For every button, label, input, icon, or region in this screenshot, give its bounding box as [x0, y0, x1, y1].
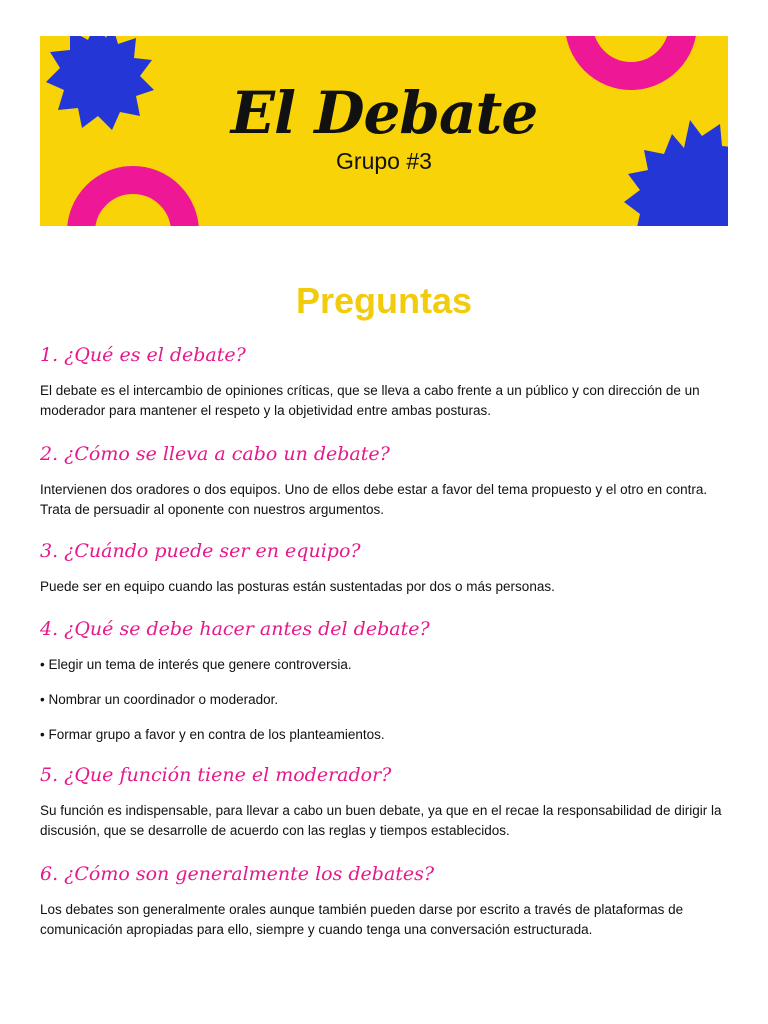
question-heading: 1. ¿Qué es el debate?: [40, 344, 246, 366]
header-banner: [40, 36, 728, 226]
qa-item-4: [40, 618, 730, 760]
answer-text: El debate es el intercambio de opiniones críticas, que se lleva a cabo frente a un público y con dirección de un moderador para mantener el respeto y la objetividad entre ambas posturas.: [40, 382, 700, 418]
question-heading: 4. ¿Qué se debe hacer antes del debate?: [40, 618, 430, 640]
answer-text: Los debates son generalmente orales aunque también pueden darse por escrito a través de plataformas de comunicación apropiadas para ello, siempre y cuando tenga una conversación estructurada.: [40, 901, 684, 937]
question-heading: 2. ¿Cómo se lleva a cabo un debate?: [40, 443, 390, 465]
question-heading: 5. ¿Que función tiene el moderador?: [40, 764, 392, 786]
qa-item-6: [40, 863, 730, 940]
answer-text: Su función es indispensable, para llevar a cabo un buen debate, ya que en el recae la responsabilidad de dirigir la discusión, que se desarrolle de acuerdo con las reglas y tiempos establecidos.: [40, 802, 722, 838]
list-item: • Elegir un tema de interés que genere controversia.: [40, 656, 352, 672]
section-title: Preguntas: [295, 280, 473, 321]
qa-item-1: [40, 344, 730, 421]
question-heading: 6. ¿Cómo son generalmente los debates?: [40, 863, 435, 885]
answer-text: Puede ser en equipo cuando las posturas están sustentadas por dos o más personas.: [40, 578, 555, 594]
list-item: • Nombrar un coordinador o moderador.: [40, 691, 279, 707]
document-subtitle: Grupo #3: [336, 148, 432, 174]
list-item: • Formar grupo a favor y en contra de los planteamientos.: [40, 726, 385, 742]
ring-decoration-top-right: [579, 36, 683, 76]
document-title: El Debate: [230, 79, 538, 147]
question-heading: 3. ¿Cuándo puede ser en equipo?: [40, 540, 361, 562]
qa-item-5: [40, 764, 730, 841]
qa-item-3: [40, 540, 730, 597]
qa-item-2: [40, 443, 730, 520]
ring-decoration-bottom-left: [81, 180, 185, 226]
answer-text: Intervienen dos oradores o dos equipos. Uno de ellos debe estar a favor del tema propuesto y el otro en contra. Trata de persuadir al oponente con nuestros argumentos.: [40, 481, 708, 517]
